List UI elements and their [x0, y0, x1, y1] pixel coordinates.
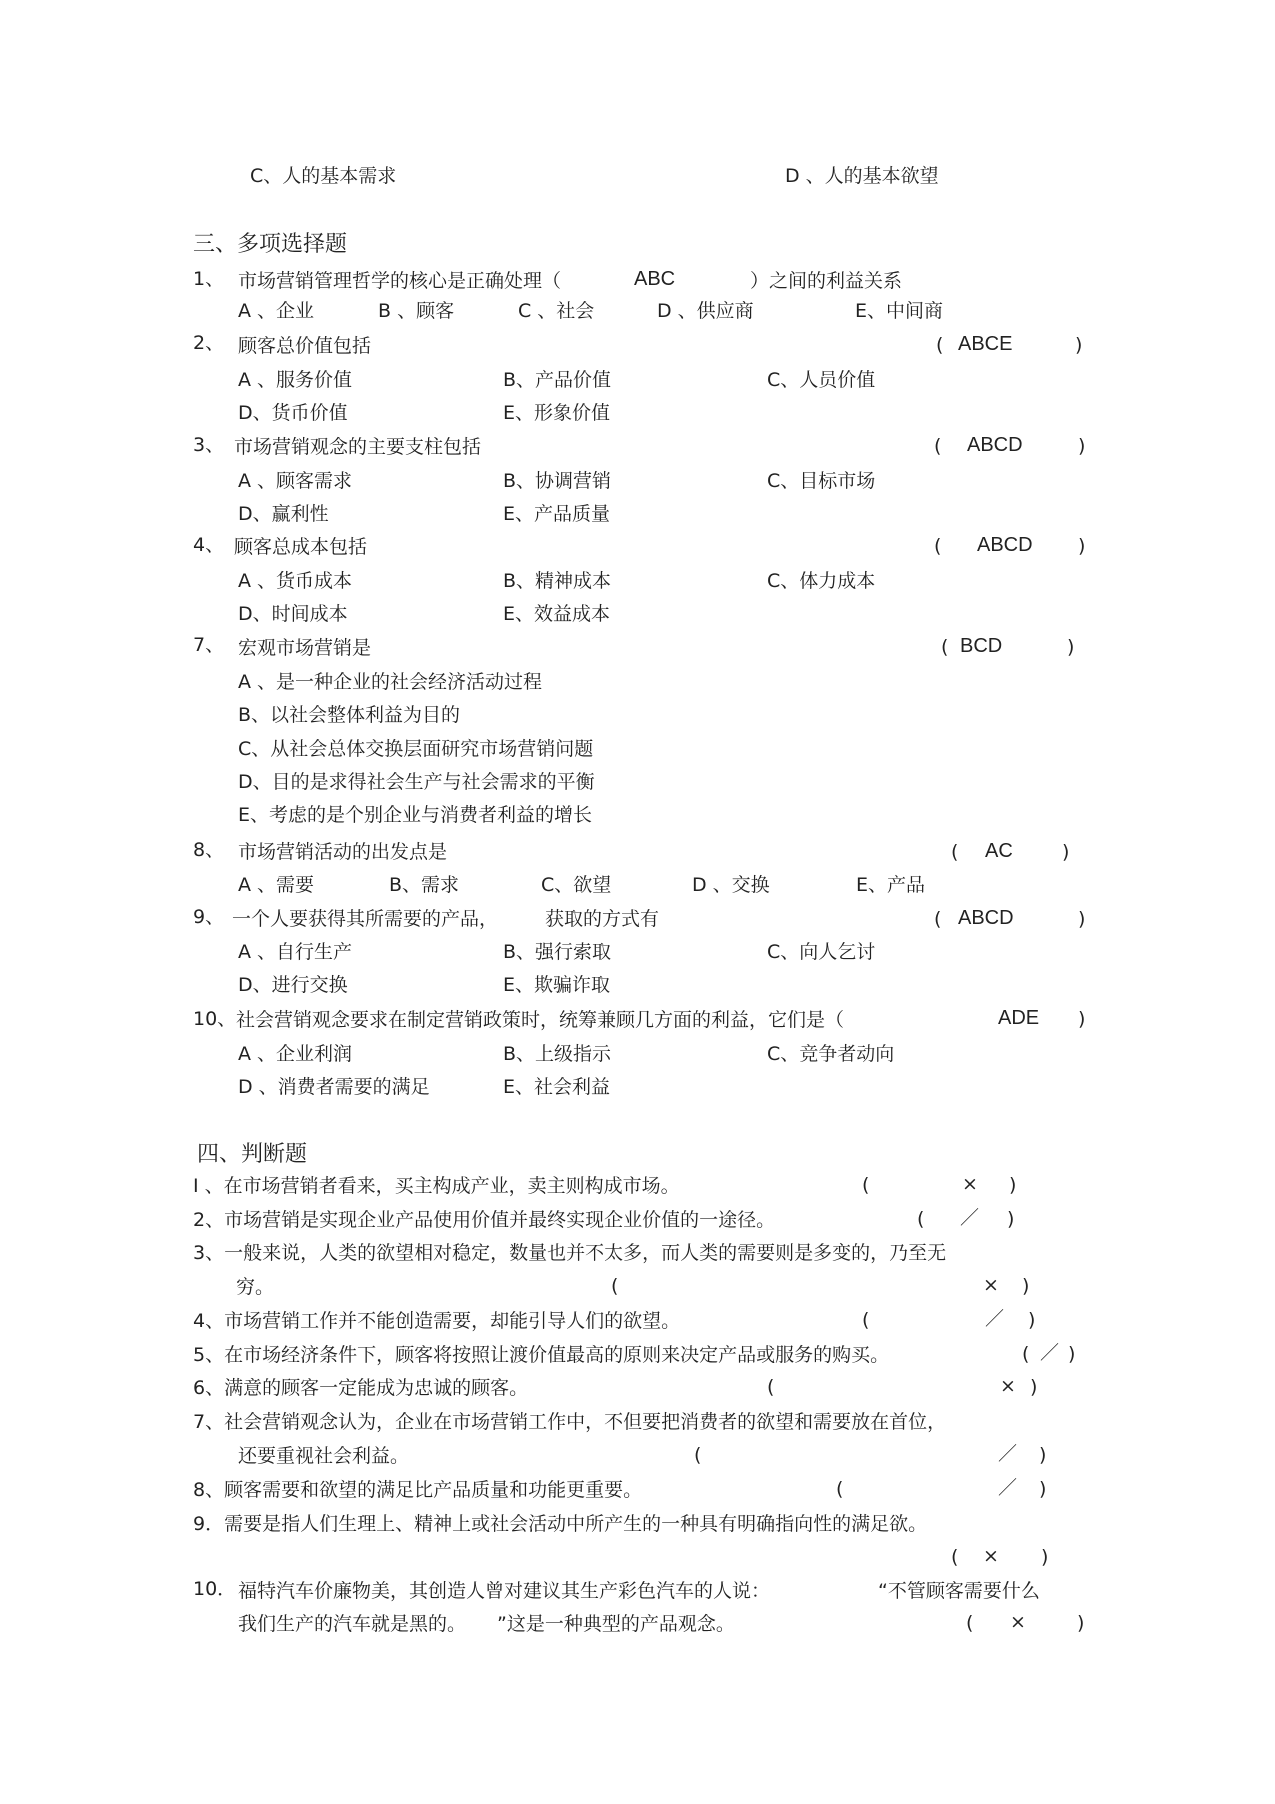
question-stem: 宏观市场营销是: [238, 637, 372, 659]
paren-open: (: [951, 1546, 959, 1568]
paren-open: (: [611, 1275, 619, 1297]
paren-open: (: [934, 535, 942, 557]
option-a: A 、货币成本: [238, 570, 353, 592]
paren-close: ): [1009, 1174, 1017, 1196]
option-d: D、货币价值: [238, 402, 348, 424]
question-stem: 顾客总成本包括: [234, 536, 368, 558]
judgment-item: 福特汽车价廉物美，其创造人曾对建议其生产彩色汽车的人说：: [238, 1580, 771, 1602]
question-number: 1、: [193, 268, 225, 290]
paren-open: (: [767, 1376, 775, 1398]
paren-close: ): [1078, 535, 1086, 557]
option-b: B、以社会整体利益为目的: [238, 704, 461, 726]
mark: ×: [983, 1274, 999, 1296]
paren-open: (: [1022, 1343, 1030, 1365]
option-c: C、人的基本需求: [250, 165, 397, 187]
paren-close: ): [1062, 841, 1070, 863]
question-stem: 一个人要获得其所需要的产品，: [232, 908, 499, 930]
option-c: C、目标市场: [767, 470, 876, 492]
paren-close: ): [1078, 435, 1086, 457]
option-d: D、进行交换: [238, 974, 348, 996]
mark: ／: [985, 1308, 1005, 1330]
judgment-item: 7、社会营销观念认为，企业在市场营销工作中，不但要把消费者的欲望和需要放在首位，: [193, 1411, 947, 1433]
paren-close: ): [1007, 1208, 1015, 1230]
option-c: C、欲望: [541, 874, 612, 896]
option-d: D、赢利性: [238, 503, 329, 525]
option-d: D、时间成本: [238, 603, 348, 625]
mark: ／: [1040, 1342, 1060, 1364]
answer: ABC: [634, 268, 676, 290]
judgment-item-cont: 还要重视社会利益。: [238, 1445, 410, 1467]
paren-close: ): [1068, 1343, 1076, 1365]
option-a: A 、服务价值: [238, 369, 353, 391]
paren-open: (: [862, 1174, 870, 1196]
option-d: D、目的是求得社会生产与社会需求的平衡: [238, 771, 595, 793]
judgment-item-cont: ”这是一种典型的产品观念。: [497, 1613, 735, 1635]
paren-close: ): [1039, 1444, 1047, 1466]
option-e: E、社会利益: [503, 1076, 611, 1098]
judgment-item: I 、在市场营销者看来，买主构成产业，卖主则构成市场。: [193, 1175, 680, 1197]
judgment-item-quote: “不管顾客需要什么: [878, 1580, 1040, 1602]
paren-close: ): [1030, 1376, 1038, 1398]
question-stem: 市场营销活动的出发点是: [238, 841, 448, 863]
mark: ×: [962, 1173, 978, 1195]
option-e: E、中间商: [855, 300, 944, 322]
section-heading: 四、判断题: [197, 1142, 308, 1167]
question-number: 2、: [193, 332, 225, 354]
option-e: E、产品: [856, 874, 926, 896]
option-a: A 、企业利润: [238, 1043, 353, 1065]
mark: ×: [983, 1545, 999, 1567]
judgment-item: 4、市场营销工作并不能创造需要，却能引导人们的欲望。: [193, 1310, 681, 1332]
question-number: 10．: [193, 1578, 237, 1600]
option-b: B、协调营销: [503, 470, 612, 492]
option-d: D 、人的基本欲望: [785, 165, 939, 187]
option-b: B、上级指示: [503, 1043, 612, 1065]
question-stem: 市场营销观念的主要支柱包括: [234, 436, 482, 458]
question-stem: 社会营销观念要求在制定营销政策时，统筹兼顾几方面的利益，它们是（: [236, 1009, 845, 1031]
paren-close: ): [1039, 1478, 1047, 1500]
answer: ABCD: [967, 434, 1023, 456]
paren-close: ): [1022, 1275, 1030, 1297]
judgment-item: 9．需要是指人们生理上、精神上或社会活动中所产生的一种具有明确指向性的满足欲。: [193, 1513, 928, 1535]
paren-close: ): [1041, 1546, 1049, 1568]
option-c: C、从社会总体交换层面研究市场营销问题: [238, 738, 594, 760]
paren-open: (: [934, 435, 942, 457]
mark: ×: [1010, 1611, 1026, 1633]
paren-close: ): [1075, 334, 1083, 356]
question-stem: 市场营销管理哲学的核心是正确处理（: [238, 270, 562, 292]
option-e: E、欺骗诈取: [503, 974, 611, 996]
option-c: C、人员价值: [767, 369, 876, 391]
option-b: B、需求: [389, 874, 460, 896]
question-stem-2: 获取的方式有: [545, 908, 660, 930]
mark: ／: [998, 1443, 1018, 1465]
option-a: A 、企业: [238, 300, 315, 322]
paren-open: (: [934, 908, 942, 930]
option-c: C、向人乞讨: [767, 941, 876, 963]
option-b: B、产品价值: [503, 369, 612, 391]
paren-open: (: [941, 636, 949, 658]
paren-open: (: [936, 334, 944, 356]
paren-open: (: [951, 841, 959, 863]
question-number: 3、: [193, 434, 225, 456]
question-number: 9、: [193, 906, 225, 928]
judgment-item: 3、一般来说，人类的欲望相对稳定，数量也并不太多，而人类的需要则是多变的，乃至无: [193, 1242, 947, 1264]
paren-close: ): [1028, 1309, 1036, 1331]
mark: ／: [960, 1207, 980, 1229]
option-d: D 、交换: [692, 874, 770, 896]
question-stem: 顾客总价值包括: [238, 335, 372, 357]
option-e: E、考虑的是个别企业与消费者利益的增长: [238, 804, 593, 826]
option-d: D 、消费者需要的满足: [238, 1076, 430, 1098]
option-a: A 、自行生产: [238, 941, 353, 963]
mark: ／: [998, 1477, 1018, 1499]
judgment-item: 5、在市场经济条件下，顾客将按照让渡价值最高的原则来决定产品或服务的购买。: [193, 1344, 890, 1366]
answer: ADE: [998, 1007, 1040, 1029]
question-number: 7、: [193, 634, 225, 656]
answer: ABCD: [977, 534, 1033, 556]
answer: ABCE: [958, 333, 1013, 355]
option-b: B 、顾客: [378, 300, 455, 322]
question-number: 8、: [193, 839, 225, 861]
mark: ×: [1000, 1375, 1016, 1397]
paren-open: (: [917, 1208, 925, 1230]
question-stem-tail: ）之间的利益关系: [750, 270, 903, 292]
paren-close: ): [1067, 636, 1075, 658]
option-c: C、竞争者动向: [767, 1043, 895, 1065]
judgment-item-cont: 我们生产的汽车就是黑的。: [238, 1613, 467, 1635]
judgment-item: 2、市场营销是实现企业产品使用价值并最终实现企业价值的一途径。: [193, 1209, 776, 1231]
option-d: D 、供应商: [657, 300, 754, 322]
option-e: E、产品质量: [503, 503, 611, 525]
answer: ABCD: [958, 907, 1014, 929]
answer: BCD: [960, 635, 1003, 657]
option-a: A 、是一种企业的社会经济活动过程: [238, 671, 543, 693]
option-b: B、精神成本: [503, 570, 612, 592]
judgment-item: 6、满意的顾客一定能成为忠诚的顾客。: [193, 1377, 529, 1399]
judgment-item: 8、顾客需要和欲望的满足比产品质量和功能更重要。: [193, 1479, 643, 1501]
option-a: A 、顾客需求: [238, 470, 353, 492]
option-e: E、效益成本: [503, 603, 611, 625]
option-c: C、体力成本: [767, 570, 876, 592]
paren-close: ): [1077, 1612, 1085, 1634]
paren-close: ): [1078, 1008, 1086, 1030]
section-heading: 三、多项选择题: [193, 232, 348, 257]
option-a: A 、需要: [238, 874, 315, 896]
paren-close: ): [1078, 908, 1086, 930]
question-number: 4、: [193, 534, 225, 556]
answer: AC: [985, 840, 1013, 862]
question-number: 10、: [193, 1008, 237, 1030]
paren-open: (: [862, 1309, 870, 1331]
option-b: B、强行索取: [503, 941, 612, 963]
paren-open: (: [966, 1612, 974, 1634]
judgment-item-cont: 穷。: [236, 1276, 275, 1298]
option-e: E、形象价值: [503, 402, 611, 424]
paren-open: (: [694, 1444, 702, 1466]
option-c: C 、社会: [518, 300, 595, 322]
paren-open: (: [836, 1478, 844, 1500]
